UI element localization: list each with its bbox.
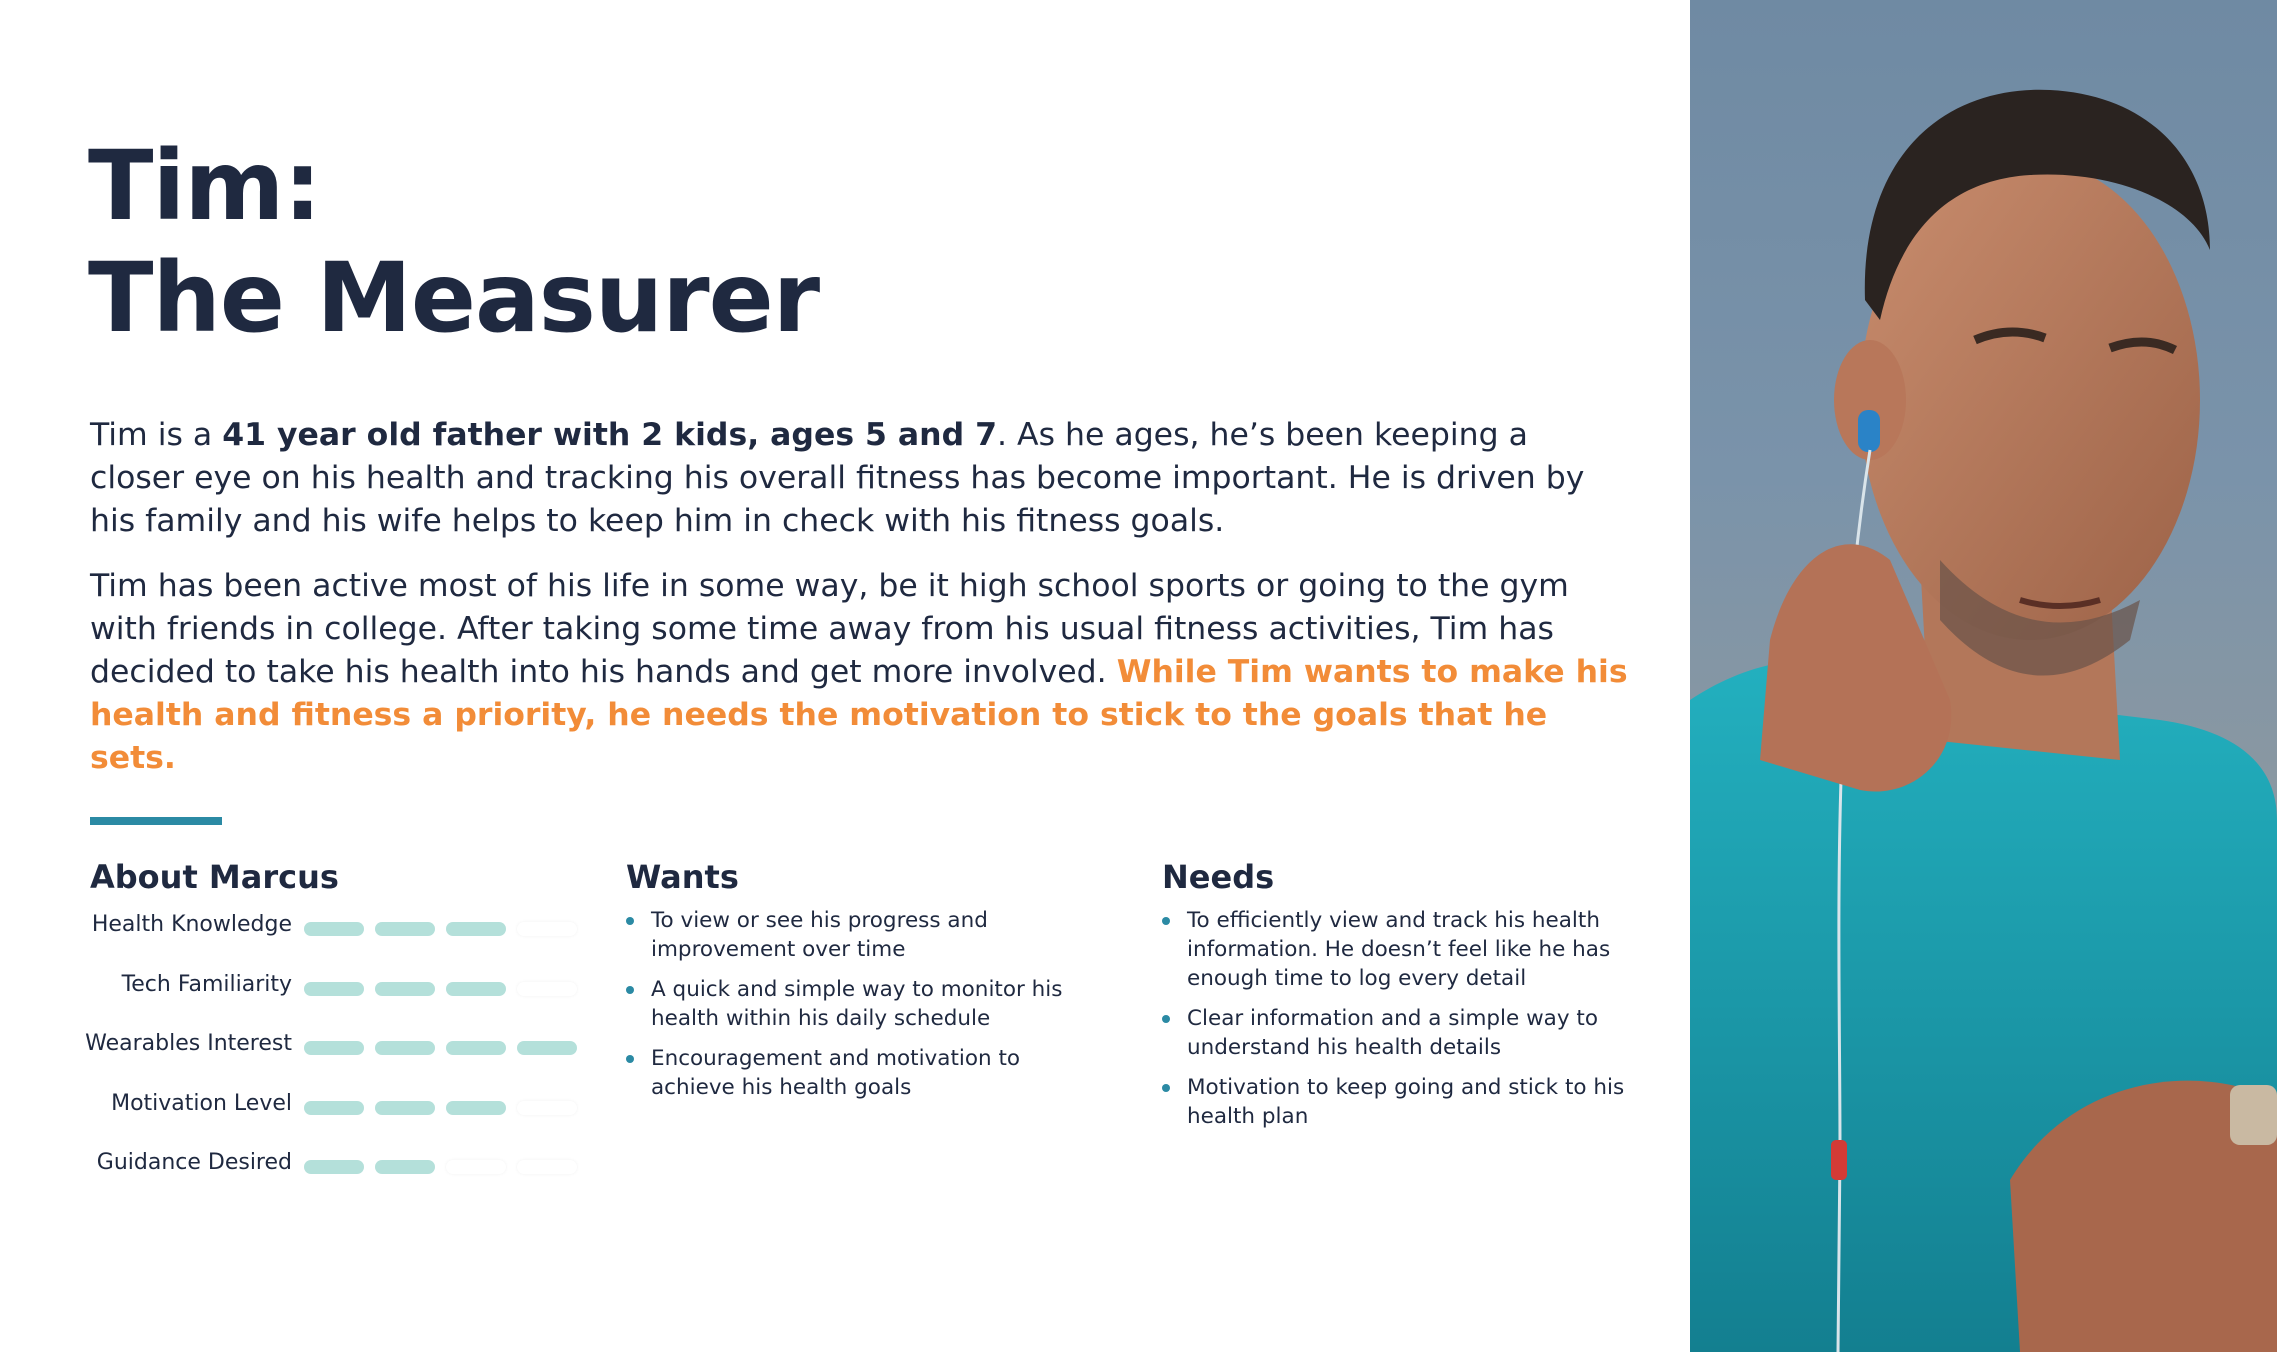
needs-item: To efficiently view and track his health information. He doesn’t feel like he has enough time to log every detail [1162,906,1642,993]
needs-list [1162,906,1642,1142]
rating-bars [304,982,594,996]
rating-segment-filled [375,1101,435,1115]
rating-segment-filled [375,1041,435,1055]
rating-label: Motivation Level [111,1090,292,1116]
rating-segment-filled [304,1101,364,1115]
rating-row [90,968,610,1028]
rating-bars [304,1041,594,1055]
intro-text: . As he ages, he’s been keeping a closer eye on his health and tracking his overall fitness has become important. He is driven by his family and his wife helps to keep him in check with his fitness goals. [90,417,1585,539]
needs-item: Motivation to keep going and stick to his health plan [1162,1073,1642,1131]
rating-label: Tech Familiarity [121,971,292,997]
rating-label: Guidance Desired [96,1150,292,1175]
intro-text: Tim has been active most of his life in some way, be it high school sports or going to the gym with friends in college. After taking some time away from his usual fitness activities, Tim has decided to take his health into his hands and get more involved. [90,568,1569,690]
rating-segment-empty [517,1101,577,1115]
rating-bars [304,922,594,936]
persona-archetype: The Measurer [88,242,820,354]
rating-segment-filled [304,1041,364,1055]
wants-list [626,906,1106,1113]
rating-segment-empty [517,922,577,936]
needs-item: Clear information and a simple way to understand his health details [1162,1004,1642,1062]
rating-row [85,1027,610,1087]
rating-segment-empty [446,1160,506,1174]
rating-label: Health Knowledge [91,912,292,937]
rating-row [90,1146,610,1206]
rating-row [90,908,610,968]
persona-description [90,414,1630,802]
persona-title [88,130,819,354]
rating-segment-filled [446,922,506,936]
about-heading: About Marcus [90,858,339,896]
intro-paragraph-2 [90,565,1630,780]
intro-bold-text: 41 year old father with 2 kids, ages 5 and 7 [222,417,998,453]
rating-segment-filled [446,982,506,996]
man-checking-watch-photo [1690,0,2277,1352]
intro-highlight-text: While Tim wants to make his health and fitness a priority, he needs the motivation to stick to the goals that he sets. [90,654,1628,776]
wants-item: A quick and simple way to monitor his health within his daily schedule [626,975,1106,1033]
rating-segment-filled [517,1041,577,1055]
about-ratings [85,908,610,1206]
persona-photo [1690,0,2277,1352]
rating-segment-empty [517,982,577,996]
rating-segment-filled [375,922,435,936]
rating-segment-filled [304,922,364,936]
section-divider [90,817,222,825]
needs-heading: Needs [1162,858,1275,896]
wants-item: Encouragement and motivation to achieve his health goals [626,1044,1106,1102]
wants-heading: Wants [626,858,739,896]
rating-segment-filled [304,1160,364,1174]
rating-label: Wearables Interest [85,1031,292,1056]
rating-segment-empty [517,1160,577,1174]
rating-segment-filled [375,982,435,996]
rating-segment-filled [375,1160,435,1174]
persona-name: Tim: [88,130,321,242]
rating-bars [304,1101,594,1115]
rating-segment-filled [446,1041,506,1055]
intro-paragraph-1 [90,414,1630,543]
wants-item: To view or see his progress and improvement over time [626,906,1106,964]
rating-bars [304,1160,594,1174]
intro-text: Tim is a [90,417,223,453]
rating-row [90,1087,610,1147]
rating-segment-filled [446,1101,506,1115]
rating-segment-filled [304,982,364,996]
